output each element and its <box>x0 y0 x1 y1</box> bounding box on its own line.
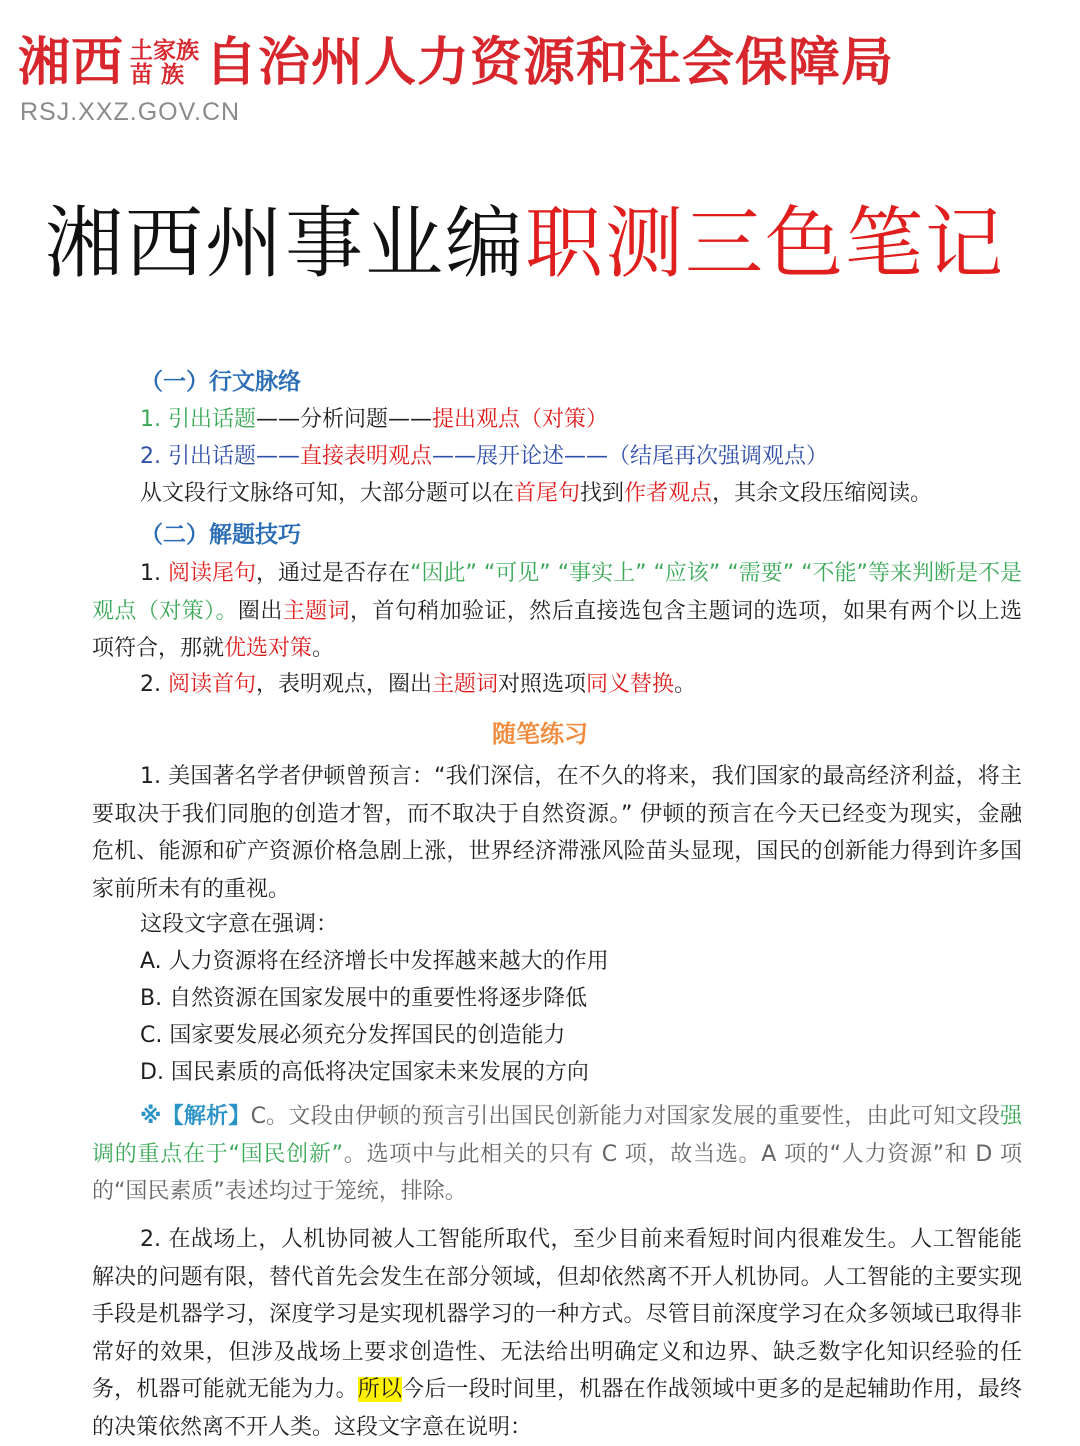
p2-d: 主题词 <box>432 672 499 697</box>
logo-city: 湘西 <box>18 33 125 93</box>
logo-url: RSJ.XXZ.GOV.CN <box>20 98 241 126</box>
p2-g: 。 <box>674 672 697 697</box>
q2-highlight: 所以 <box>357 1377 403 1402</box>
logo-bureau-name: 自治州人力资源和社会保障局 <box>205 33 895 93</box>
question1-analysis <box>92 1098 1022 1211</box>
section1-line1 <box>140 401 608 438</box>
line1-part-a: 1. 引出话题 <box>140 407 256 432</box>
section2-heading: （二）解题技巧 <box>140 522 301 548</box>
question1-prompt: 这段文字意在强调： <box>140 912 339 937</box>
p1-e: 圈出 <box>237 598 283 624</box>
line3-part-b: 首尾句 <box>514 481 581 506</box>
analysis-c: 。选项中与此相关的只有 C 项，故当选。A 项的“人力资源”和 D 项的“国民素质”表述均过于笼统，排除。 <box>92 1141 1023 1204</box>
practice-heading: 随笔练习 <box>492 720 588 748</box>
line1-part-b: ——分析问题—— <box>255 407 432 432</box>
page-title <box>45 199 1006 289</box>
p1-g: ，首句稍加验证，然后直接选包含主题词的选项，如果有两个以上选项符合，那就 <box>92 598 1022 661</box>
q2-a: 2. 在战场上，人机协同被人工智能所取代，至少目前来看短时间内很难发生。人工智能能解决的问题有限，替代首先会发生在部分领域，但却依然离不开人机协同。人工智能的主要实现手段是机器学习，深度学习是实现机器学习的一种方式。尽管目前深度学习在众多领域已取得非常好的效果，但涉及战场上要求创造性、无法给出明确定义和边界、缺乏数字化知识经验的任务，机器可能就无能为力。 <box>92 1227 1022 1402</box>
logo-stack-bottom: 苗 族 <box>130 62 185 88</box>
section1-line3 <box>140 475 932 512</box>
logo-ethnic-stack <box>130 39 199 87</box>
line1-part-c: 提出观点（对策） <box>432 407 609 432</box>
title-red: 职测三色笔记 <box>525 199 1006 289</box>
p1-f: 主题词 <box>282 598 350 624</box>
question1-text: 1. 美国著名学者伊顿曾预言：“我们深信，在不久的将来，我们国家的最高经济利益，将主要取决于我们同胞的创造才智，而不取决于自然资源。” 伊顿的预言在今天已经变为现实，金融危机、能源和矿产资源价格急剧上涨，世界经济滞涨风险苗头显现，国民的创新能力得到许多国家前所未有的重视。 <box>92 764 1022 902</box>
line3-part-e: ，其余文段压缩阅读。 <box>712 481 933 506</box>
line2-part-a: 2. 引出话题—— <box>140 444 300 469</box>
line2-part-b: 直接表明观点 <box>299 444 432 469</box>
question1-option-a: A. 人力资源将在经济增长中发挥越来越大的作用 <box>140 949 609 974</box>
p1-d: “因此” “可见” “事实上” “应该” “需要” “不能”等来判断是不是观点（对策）。 <box>92 561 1022 624</box>
bureau-logo <box>18 28 894 98</box>
question1-option-d: D. 国民素质的高低将决定国家未来发展的方向 <box>140 1060 589 1085</box>
p1-a: 1. <box>140 561 168 586</box>
p2-b: 阅读首句 <box>167 672 256 697</box>
q2-c: 今后一段时间里，机器在作战领域中更多的是起辅助作用，最终的决策依然离不开人类。这段文字意在说明： <box>92 1377 1022 1440</box>
p2-f: 同义替换 <box>586 672 675 697</box>
p2-e: 对照选项 <box>498 672 587 697</box>
question1-option-c: C. 国家要发展必须充分发挥国民的创造能力 <box>140 1023 566 1048</box>
section2-paragraph2 <box>92 666 1022 704</box>
analysis-b: 强调的重点在于“国民创新” <box>92 1104 1022 1167</box>
analysis-mark: ※【解析】 <box>140 1104 251 1129</box>
line3-part-a: 从文段行文脉络可知，大部分题可以在 <box>140 481 515 506</box>
p1-c: ，通过是否存在 <box>256 561 411 586</box>
line2-part-c: ——展开论述——（结尾再次强调观点） <box>432 444 829 469</box>
p1-i: 。 <box>312 636 335 661</box>
logo-stack-top: 土家族 <box>130 37 200 64</box>
p2-c: ，表明观点，圈出 <box>256 672 433 697</box>
line3-part-c: 找到 <box>580 481 625 506</box>
question2-text <box>92 1221 1022 1446</box>
analysis-a: C。文段由伊顿的预言引出国民创新能力对国家发展的重要性，由此可知文段 <box>250 1104 1000 1129</box>
line3-part-d: 作者观点 <box>624 481 713 506</box>
section2-paragraph1 <box>92 555 1022 668</box>
p1-b: 阅读尾句 <box>168 561 257 586</box>
p2-a: 2. <box>140 672 168 697</box>
question1-option-b: B. 自然资源在国家发展中的重要性将逐步降低 <box>140 986 588 1011</box>
section1-heading: （一）行文脉络 <box>140 369 301 395</box>
section1-line2 <box>140 438 828 475</box>
title-black: 湘西州事业编 <box>45 199 526 289</box>
p1-h: 优选对策 <box>224 636 313 661</box>
